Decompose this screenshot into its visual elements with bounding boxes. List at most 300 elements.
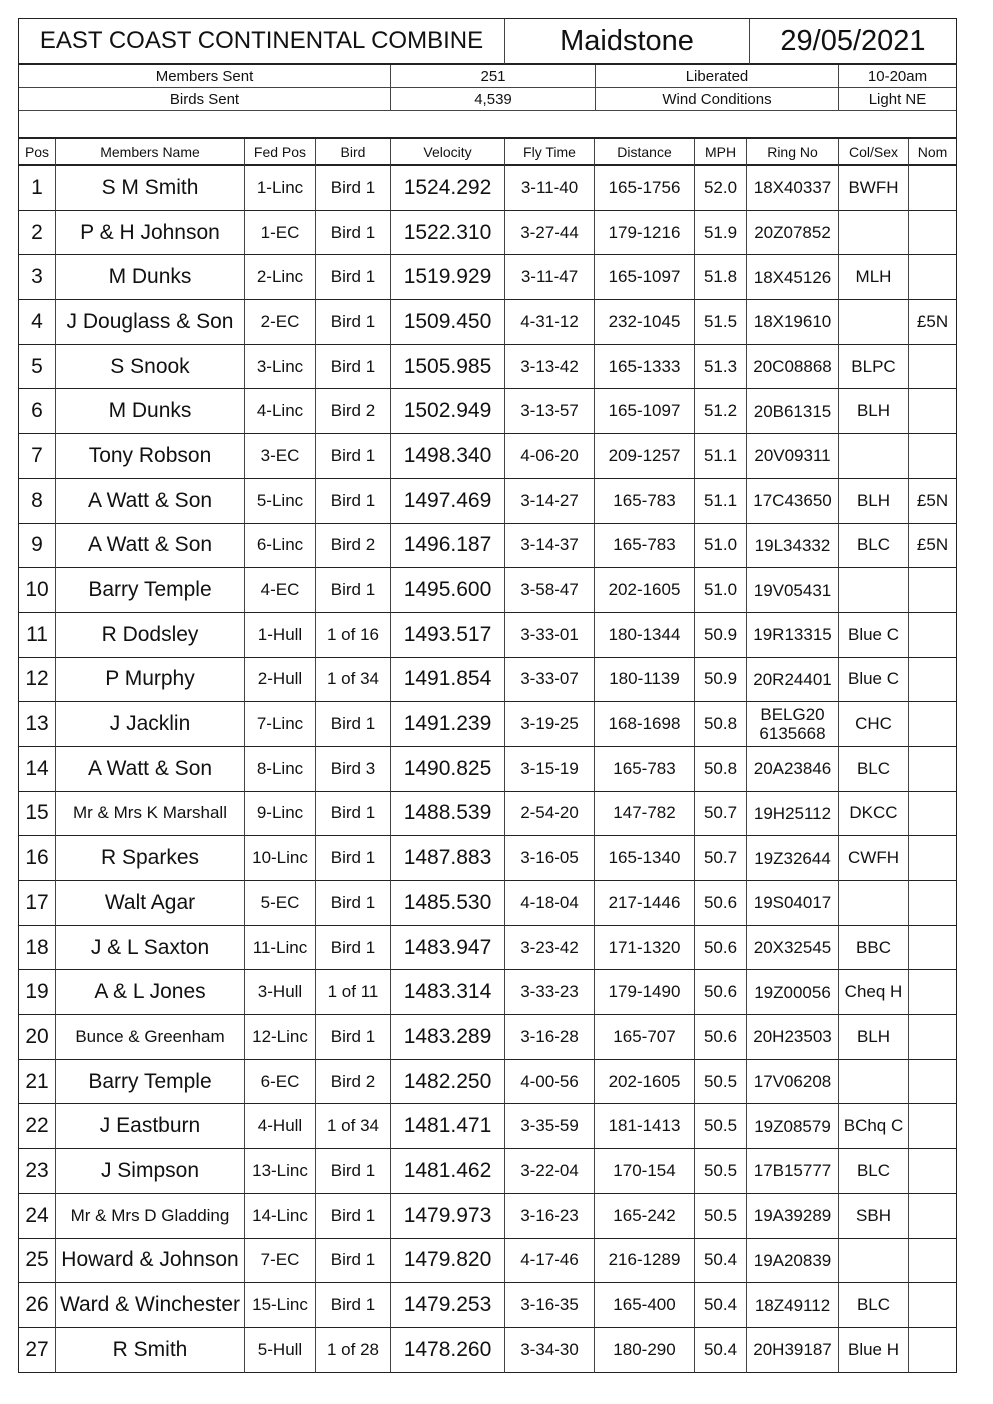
cell-bird: Bird 1 [316,166,391,211]
cell-member-name: A & L Jones [56,970,245,1015]
cell-ring-no: 19R13315 [747,613,839,658]
cell-ring-no: 19H25112 [747,792,839,837]
cell-fly-time: 3-13-42 [505,345,595,390]
table-row [19,166,956,211]
cell-bird: 1 of 11 [316,970,391,1015]
race-date: 29/05/2021 [750,19,956,65]
cell-fly-time: 4-00-56 [505,1060,595,1105]
table-row [19,255,956,300]
cell-nom [909,166,956,211]
cell-nom [909,1239,956,1284]
cell-velocity: 1490.825 [391,747,505,792]
cell-fed-pos: 11-Linc [245,926,316,971]
cell-nom [909,836,956,881]
cell-ring-no: 19Z32644 [747,836,839,881]
cell-mph: 51.1 [695,479,747,524]
cell-position: 24 [19,1194,56,1239]
cell-fly-time: 3-34-30 [505,1328,595,1373]
cell-col-sex: BLH [839,389,909,434]
cell-bird: Bird 2 [316,524,391,569]
cell-nom [909,434,956,479]
cell-fly-time: 3-58-47 [505,568,595,613]
cell-ring-no: 20C08868 [747,345,839,390]
col-ring-no: Ring No [747,139,839,166]
cell-distance: 181-1413 [595,1104,695,1149]
cell-fly-time: 3-35-59 [505,1104,595,1149]
cell-bird: Bird 2 [316,389,391,434]
col-nom: Nom [909,139,956,166]
cell-member-name: P Murphy [56,658,245,703]
cell-mph: 51.9 [695,211,747,256]
cell-distance: 165-1097 [595,389,695,434]
cell-nom [909,1149,956,1194]
cell-position: 23 [19,1149,56,1194]
cell-member-name: A Watt & Son [56,524,245,569]
cell-fed-pos: 5-Linc [245,479,316,524]
cell-fed-pos: 9-Linc [245,792,316,837]
cell-ring-no: 18X19610 [747,300,839,345]
cell-member-name: Bunce & Greenham [56,1015,245,1060]
cell-col-sex: BLC [839,747,909,792]
cell-member-name: Howard & Johnson [56,1239,245,1284]
table-row [19,211,956,256]
cell-mph: 50.5 [695,1194,747,1239]
col-velocity: Velocity [391,139,505,166]
table-row [19,345,956,390]
cell-fly-time: 4-17-46 [505,1239,595,1284]
cell-mph: 50.4 [695,1328,747,1373]
cell-velocity: 1479.973 [391,1194,505,1239]
cell-velocity: 1498.340 [391,434,505,479]
cell-mph: 50.6 [695,881,747,926]
cell-ring-no: 20H39187 [747,1328,839,1373]
cell-col-sex: BLH [839,1015,909,1060]
cell-fed-pos: 7-Linc [245,702,316,747]
results-sheet [18,18,957,1373]
col-distance: Distance [595,139,695,166]
cell-fed-pos: 4-EC [245,568,316,613]
cell-distance: 171-1320 [595,926,695,971]
cell-member-name: S M Smith [56,166,245,211]
cell-bird: Bird 3 [316,747,391,792]
cell-ring-no: 20Z07852 [747,211,839,256]
cell-position: 9 [19,524,56,569]
cell-fed-pos: 14-Linc [245,1194,316,1239]
cell-col-sex: BLH [839,479,909,524]
col-bird: Bird [316,139,391,166]
cell-nom [909,926,956,971]
cell-bird: 1 of 34 [316,658,391,703]
wind-conditions-value: Light NE [839,88,956,111]
cell-velocity: 1488.539 [391,792,505,837]
cell-fly-time: 3-22-04 [505,1149,595,1194]
info-row-members [19,65,956,88]
cell-velocity: 1509.450 [391,300,505,345]
cell-bird: Bird 1 [316,255,391,300]
cell-ring-no: 19Z08579 [747,1104,839,1149]
cell-velocity: 1505.985 [391,345,505,390]
wind-conditions-label: Wind Conditions [596,88,839,111]
cell-nom [909,792,956,837]
cell-bird: Bird 1 [316,300,391,345]
cell-distance: 209-1257 [595,434,695,479]
cell-nom [909,1015,956,1060]
cell-fed-pos: 15-Linc [245,1283,316,1328]
table-row [19,792,956,837]
cell-fed-pos: 6-EC [245,1060,316,1105]
cell-velocity: 1479.253 [391,1283,505,1328]
cell-col-sex: BLC [839,1283,909,1328]
cell-distance: 180-1139 [595,658,695,703]
cell-col-sex: CHC [839,702,909,747]
cell-fly-time: 3-27-44 [505,211,595,256]
cell-bird: Bird 2 [316,1060,391,1105]
cell-bird: Bird 1 [316,1149,391,1194]
cell-bird: Bird 1 [316,211,391,256]
cell-velocity: 1483.314 [391,970,505,1015]
cell-nom [909,1104,956,1149]
cell-fly-time: 4-18-04 [505,881,595,926]
cell-fed-pos: 10-Linc [245,836,316,881]
cell-col-sex: BLPC [839,345,909,390]
cell-member-name: J & L Saxton [56,926,245,971]
cell-fly-time: 3-13-57 [505,389,595,434]
cell-member-name: J Eastburn [56,1104,245,1149]
cell-mph: 50.7 [695,792,747,837]
cell-bird: Bird 1 [316,792,391,837]
cell-member-name: P & H Johnson [56,211,245,256]
cell-ring-no: 20H23503 [747,1015,839,1060]
cell-member-name: Barry Temple [56,568,245,613]
cell-ring-no: 20V09311 [747,434,839,479]
cell-col-sex [839,211,909,256]
cell-fed-pos: 2-Linc [245,255,316,300]
table-row [19,568,956,613]
cell-mph: 50.6 [695,970,747,1015]
cell-velocity: 1483.947 [391,926,505,971]
cell-bird: Bird 1 [316,881,391,926]
col-mph: MPH [695,139,747,166]
cell-velocity: 1522.310 [391,211,505,256]
cell-col-sex [839,300,909,345]
cell-member-name: R Smith [56,1328,245,1373]
cell-fly-time: 3-16-23 [505,1194,595,1239]
cell-position: 14 [19,747,56,792]
cell-position: 15 [19,792,56,837]
cell-distance: 165-783 [595,524,695,569]
cell-nom [909,881,956,926]
cell-col-sex: BLC [839,1149,909,1194]
cell-distance: 165-1333 [595,345,695,390]
col-pos: Pos [19,139,56,166]
cell-col-sex [839,881,909,926]
cell-mph: 50.8 [695,702,747,747]
cell-ring-no: 19Z00056 [747,970,839,1015]
cell-distance: 165-783 [595,479,695,524]
cell-member-name: R Sparkes [56,836,245,881]
cell-fed-pos: 1-Hull [245,613,316,658]
cell-bird: Bird 1 [316,479,391,524]
cell-distance: 179-1216 [595,211,695,256]
cell-fed-pos: 3-Linc [245,345,316,390]
cell-ring-no: 19A20839 [747,1239,839,1284]
cell-position: 2 [19,211,56,256]
cell-ring-no: 19S04017 [747,881,839,926]
cell-distance: 202-1605 [595,1060,695,1105]
members-sent-label: Members Sent [19,65,391,88]
cell-mph: 51.5 [695,300,747,345]
cell-velocity: 1481.462 [391,1149,505,1194]
cell-position: 7 [19,434,56,479]
cell-position: 22 [19,1104,56,1149]
table-row [19,658,956,703]
birds-sent-value: 4,539 [391,88,596,111]
cell-ring-no: 17C43650 [747,479,839,524]
cell-velocity: 1491.854 [391,658,505,703]
cell-velocity: 1479.820 [391,1239,505,1284]
cell-distance: 216-1289 [595,1239,695,1284]
cell-ring-no: 20R24401 [747,658,839,703]
cell-position: 25 [19,1239,56,1284]
cell-fly-time: 3-15-19 [505,747,595,792]
cell-mph: 51.3 [695,345,747,390]
col-fly-time: Fly Time [505,139,595,166]
cell-distance: 180-1344 [595,613,695,658]
table-row [19,1149,956,1194]
cell-member-name: Ward & Winchester [56,1283,245,1328]
cell-nom [909,389,956,434]
event-title: EAST COAST CONTINENTAL COMBINE [19,19,505,65]
cell-position: 10 [19,568,56,613]
cell-ring-no: 18X40337 [747,166,839,211]
cell-col-sex [839,568,909,613]
cell-position: 1 [19,166,56,211]
cell-mph: 50.4 [695,1283,747,1328]
table-row [19,1015,956,1060]
cell-nom [909,658,956,703]
table-row [19,1060,956,1105]
cell-fly-time: 3-11-40 [505,166,595,211]
cell-member-name: J Simpson [56,1149,245,1194]
cell-ring-no: 20X32545 [747,926,839,971]
table-row [19,524,956,569]
cell-nom [909,1194,956,1239]
table-row [19,747,956,792]
cell-nom: £5N [909,479,956,524]
cell-nom [909,211,956,256]
cell-fed-pos: 12-Linc [245,1015,316,1060]
cell-nom: £5N [909,524,956,569]
cell-mph: 50.5 [695,1060,747,1105]
cell-ring-no: 19A39289 [747,1194,839,1239]
cell-nom [909,970,956,1015]
cell-member-name: J Douglass & Son [56,300,245,345]
cell-velocity: 1524.292 [391,166,505,211]
table-row [19,300,956,345]
cell-distance: 147-782 [595,792,695,837]
cell-member-name: S Snook [56,345,245,390]
cell-velocity: 1483.289 [391,1015,505,1060]
birds-sent-label: Birds Sent [19,88,391,111]
cell-member-name: J Jacklin [56,702,245,747]
cell-ring-no: 18X45126 [747,255,839,300]
cell-fly-time: 3-16-28 [505,1015,595,1060]
cell-mph: 50.5 [695,1104,747,1149]
cell-nom [909,345,956,390]
cell-fly-time: 3-23-42 [505,926,595,971]
cell-bird: Bird 1 [316,926,391,971]
cell-velocity: 1487.883 [391,836,505,881]
column-header-row [19,139,956,166]
col-members-name: Members Name [56,139,245,166]
cell-bird: Bird 1 [316,836,391,881]
cell-fed-pos: 5-EC [245,881,316,926]
cell-col-sex [839,434,909,479]
cell-col-sex: Cheq H [839,970,909,1015]
cell-col-sex [839,1060,909,1105]
spacer-row [19,111,956,139]
cell-fed-pos: 7-EC [245,1239,316,1284]
cell-velocity: 1482.250 [391,1060,505,1105]
cell-velocity: 1493.517 [391,613,505,658]
table-row [19,881,956,926]
cell-member-name: Barry Temple [56,1060,245,1105]
cell-position: 3 [19,255,56,300]
cell-position: 17 [19,881,56,926]
cell-nom [909,568,956,613]
cell-member-name: R Dodsley [56,613,245,658]
cell-mph: 52.0 [695,166,747,211]
table-row [19,1239,956,1284]
cell-distance: 165-1756 [595,166,695,211]
col-fed-pos: Fed Pos [245,139,316,166]
cell-member-name: M Dunks [56,255,245,300]
cell-position: 11 [19,613,56,658]
cell-mph: 50.5 [695,1149,747,1194]
cell-bird: Bird 1 [316,1194,391,1239]
cell-bird: Bird 1 [316,1015,391,1060]
cell-nom [909,1328,956,1373]
cell-distance: 179-1490 [595,970,695,1015]
cell-fed-pos: 13-Linc [245,1149,316,1194]
cell-ring-no: 19L34332 [747,524,839,569]
cell-bird: Bird 1 [316,434,391,479]
cell-mph: 51.0 [695,568,747,613]
cell-velocity: 1502.949 [391,389,505,434]
cell-position: 21 [19,1060,56,1105]
cell-mph: 51.8 [695,255,747,300]
cell-bird: 1 of 28 [316,1328,391,1373]
cell-fly-time: 3-14-27 [505,479,595,524]
cell-position: 13 [19,702,56,747]
cell-ring-no: 18Z49112 [747,1283,839,1328]
cell-member-name: Tony Robson [56,434,245,479]
table-row [19,613,956,658]
cell-velocity: 1519.929 [391,255,505,300]
cell-fly-time: 3-33-23 [505,970,595,1015]
members-sent-value: 251 [391,65,596,88]
table-row [19,1283,956,1328]
results-table-body [19,166,956,1373]
cell-ring-no: 17B15777 [747,1149,839,1194]
cell-fed-pos: 4-Linc [245,389,316,434]
cell-col-sex: BBC [839,926,909,971]
cell-nom [909,1060,956,1105]
cell-fed-pos: 3-EC [245,434,316,479]
cell-nom [909,255,956,300]
cell-nom [909,747,956,792]
cell-fly-time: 2-54-20 [505,792,595,837]
cell-distance: 168-1698 [595,702,695,747]
cell-fed-pos: 1-Linc [245,166,316,211]
cell-nom [909,702,956,747]
cell-col-sex: Blue H [839,1328,909,1373]
cell-fed-pos: 2-Hull [245,658,316,703]
cell-nom: £5N [909,300,956,345]
cell-member-name: Mr & Mrs D Gladding [56,1194,245,1239]
cell-member-name: M Dunks [56,389,245,434]
table-row [19,1194,956,1239]
cell-distance: 165-400 [595,1283,695,1328]
cell-mph: 50.7 [695,836,747,881]
cell-ring-no: 20B61315 [747,389,839,434]
cell-velocity: 1481.471 [391,1104,505,1149]
cell-member-name: Mr & Mrs K Marshall [56,792,245,837]
cell-fly-time: 4-31-12 [505,300,595,345]
cell-position: 20 [19,1015,56,1060]
cell-mph: 50.6 [695,926,747,971]
cell-position: 12 [19,658,56,703]
cell-position: 16 [19,836,56,881]
cell-mph: 51.0 [695,524,747,569]
cell-bird: Bird 1 [316,1239,391,1284]
cell-fed-pos: 8-Linc [245,747,316,792]
table-row [19,479,956,524]
cell-col-sex [839,1239,909,1284]
title-row [19,19,956,65]
cell-mph: 50.8 [695,747,747,792]
cell-col-sex: BLC [839,524,909,569]
cell-position: 8 [19,479,56,524]
cell-fly-time: 3-33-01 [505,613,595,658]
cell-bird: Bird 1 [316,1283,391,1328]
cell-mph: 50.9 [695,613,747,658]
cell-velocity: 1495.600 [391,568,505,613]
cell-position: 4 [19,300,56,345]
table-row [19,1104,956,1149]
liberated-value: 10-20am [839,65,956,88]
cell-ring-no: 19V05431 [747,568,839,613]
cell-fed-pos: 3-Hull [245,970,316,1015]
cell-distance: 170-154 [595,1149,695,1194]
table-row [19,389,956,434]
table-row [19,836,956,881]
cell-position: 26 [19,1283,56,1328]
cell-col-sex: BChq C [839,1104,909,1149]
cell-fly-time: 3-19-25 [505,702,595,747]
cell-fly-time: 3-16-05 [505,836,595,881]
cell-distance: 217-1446 [595,881,695,926]
cell-distance: 165-242 [595,1194,695,1239]
cell-velocity: 1485.530 [391,881,505,926]
cell-ring-no: BELG20 6135668 [747,702,839,747]
cell-fly-time: 3-11-47 [505,255,595,300]
cell-distance: 165-783 [595,747,695,792]
cell-col-sex: Blue C [839,658,909,703]
cell-nom [909,1283,956,1328]
cell-velocity: 1491.239 [391,702,505,747]
cell-distance: 165-707 [595,1015,695,1060]
